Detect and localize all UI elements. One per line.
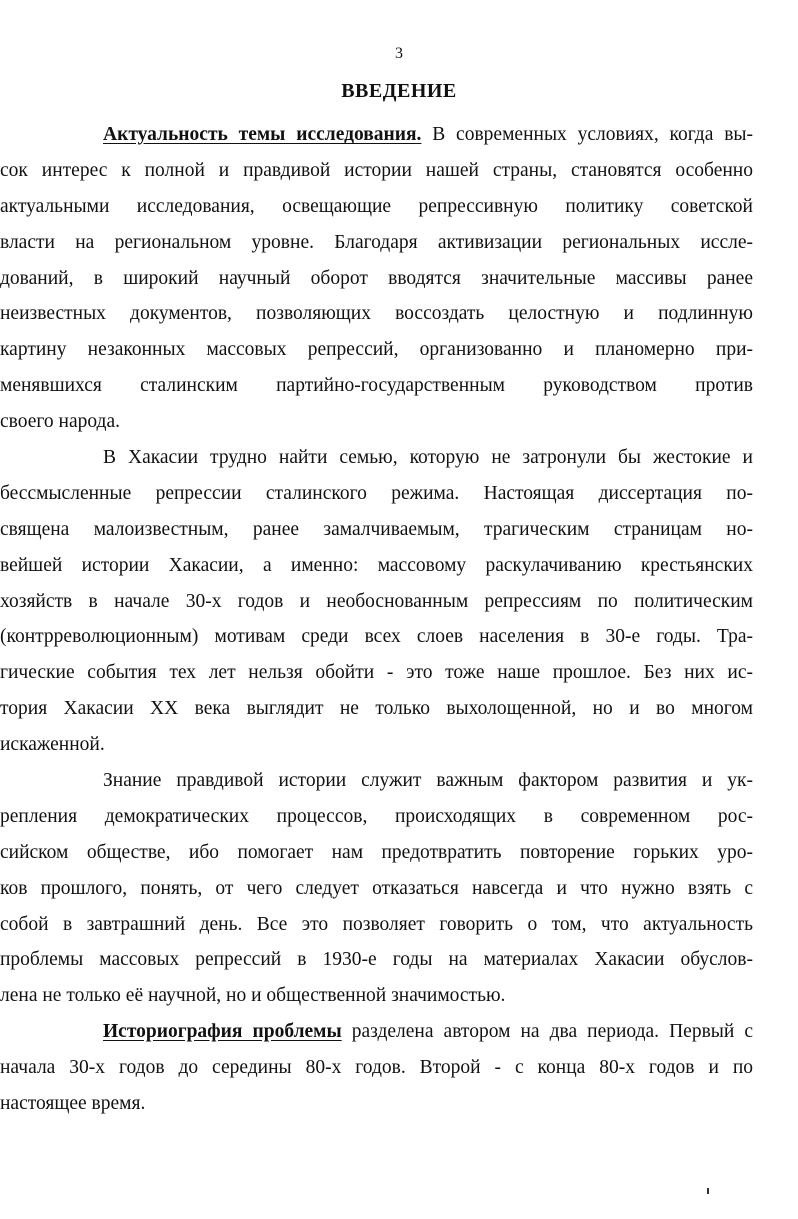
body-text xyxy=(0,117,754,1122)
text-line: своего народа. xyxy=(0,411,120,433)
text-line: менявшихся сталинским партийно-государственным руководством против xyxy=(0,375,753,397)
text-line: собой в завтрашний день. Все это позволяет говорить о том, что актуальность xyxy=(0,913,753,935)
text-line: проблемы массовых репрессий в 1930-е годы на материалах Хакасии обуслов- xyxy=(0,949,753,971)
page-number: 3 xyxy=(395,45,403,62)
text-line: искаженной. xyxy=(0,734,105,756)
text-line: ков прошлого, понять, от чего следует отказаться навсегда и что нужно взять с xyxy=(0,877,753,899)
text-line: лена не только её научной, но и общественной значимостью. xyxy=(0,985,506,1007)
text-line: вейшей истории Хакасии, а именно: массовому раскулачиванию крестьянских xyxy=(0,554,753,576)
text-line: власти на региональном уровне. Благодаря активизации региональных иссле- xyxy=(0,231,753,253)
text-line: картину незаконных массовых репрессий, организованно и планомерно при- xyxy=(0,339,753,361)
line-text: В современных условиях, когда вы- xyxy=(432,124,754,145)
text-line: хозяйств в начале 30-х годов и необоснованным репрессиям по политическим xyxy=(0,590,753,612)
text-line: настоящее время. xyxy=(0,1093,146,1115)
text-line: В Хакасии трудно найти семью, которую не затронули бы жестокие и xyxy=(103,447,753,469)
section-heading: ВВЕДЕНИЕ xyxy=(341,80,457,102)
text-line: неизвестных документов, позволяющих воссоздать целостную и подлинную xyxy=(0,303,753,325)
text-line xyxy=(103,117,753,153)
text-line: священа малоизвестным, ранее замалчиваемым, трагическим страницам но- xyxy=(0,518,753,540)
text-line: гические события тех лет нельзя обойти - это тоже наше прошлое. Без них ис- xyxy=(0,662,753,684)
text-line: бессмысленные репрессии сталинского режима. Настоящая диссертация по- xyxy=(0,482,753,504)
text-line: дований, в широкий научный оборот вводятся значительные массивы ранее xyxy=(0,267,753,289)
text-line: сийском обществе, ибо помогает нам предотвратить повторение горьких уро- xyxy=(0,841,753,863)
scan-speck xyxy=(707,1188,709,1194)
text-line: репления демократических процессов, происходящих в современном рос- xyxy=(0,805,753,827)
line-text: разделена автором на два периода. Первый с xyxy=(351,1021,753,1043)
text-line: тория Хакасии XX века выглядит не только выхолощенной, но и во многом xyxy=(0,698,753,720)
text-line: Знание правдивой истории служит важным фактором развития и ук- xyxy=(103,770,753,792)
text-line: (контрреволюционным) мотивам среди всех слоев населения в 30-е годы. Тра- xyxy=(0,626,753,648)
text-line: сок интерес к полной и правдивой истории нашей страны, становятся особенно xyxy=(0,159,753,181)
text-line: начала 30-х годов до середины 80-х годов. Второй - с конца 80-х годов и по xyxy=(0,1057,753,1079)
paragraph-label-relevance: Актуальность темы исследования. xyxy=(103,124,422,145)
text-line xyxy=(103,1014,753,1050)
paragraph-label-historiography: Историография проблемы xyxy=(103,1021,342,1043)
text-line: актуальными исследования, освещающие репрессивную политику советской xyxy=(0,195,753,217)
